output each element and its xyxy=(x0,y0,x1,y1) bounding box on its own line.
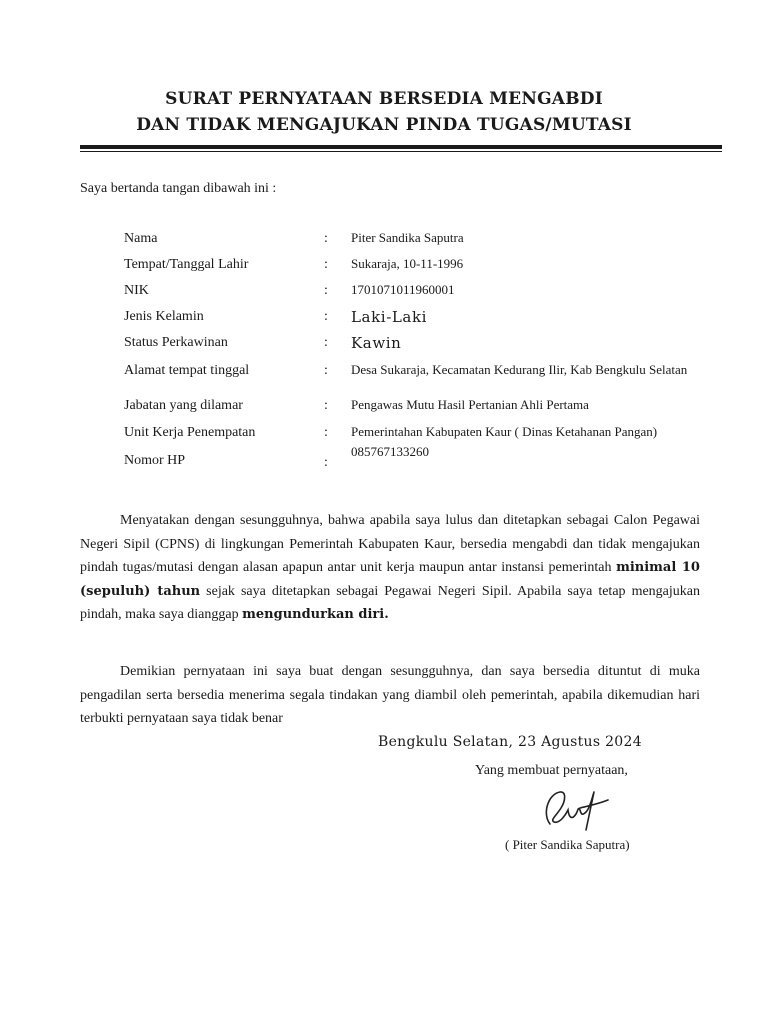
intro-text: Saya bertanda tangan dibawah ini : xyxy=(80,181,277,196)
field-label: Jenis Kelamin xyxy=(124,309,204,324)
field-label: Jabatan yang dilamar xyxy=(124,398,243,413)
field-value: Laki-Laki xyxy=(351,308,428,326)
document-title-line-2: DAN TIDAK MENGAJUKAN PINDA TUGAS/MUTASI xyxy=(136,115,632,135)
field-value: Pengawas Mutu Hasil Pertanian Ahli Pertama xyxy=(351,397,589,412)
signer-name: ( Piter Sandika Saputra) xyxy=(505,837,630,852)
field-value: 085767133260 xyxy=(351,444,429,459)
field-colon: : xyxy=(324,335,328,350)
place-date: Bengkulu Selatan, 23 Agustus 2024 xyxy=(378,734,642,750)
maker-label: Yang membuat pernyataan, xyxy=(475,763,628,778)
field-label: Unit Kerja Penempatan xyxy=(124,425,256,440)
field-value: Sukaraja, 10-11-1996 xyxy=(351,256,464,271)
field-colon: : xyxy=(324,398,328,413)
field-value: Kawin xyxy=(351,334,402,352)
field-colon: : xyxy=(324,231,328,246)
field-colon: : xyxy=(324,283,328,298)
title-underline-thin xyxy=(80,151,722,152)
field-colon: : xyxy=(324,309,328,324)
field-colon: : xyxy=(324,425,328,440)
statement-text-1: Menyatakan dengan sesungguhnya, bahwa apabila saya lulus dan ditetapkan sebagai Calon Pegawai Negeri Sipil (CPNS) di lingkungan Pemerintah Kabupaten Kaur, bersedia mengabdi dan tidak mengajukan pindah tugas/mutasi dengan alasan apapun antar unit kerja maupun antar instansi pemerintah xyxy=(80,513,700,575)
field-value: Pemerintahan Kabupaten Kaur ( Dinas Ketahanan Pangan) xyxy=(351,424,658,439)
field-label: Nomor HP xyxy=(124,453,186,468)
field-colon: : xyxy=(324,455,328,470)
field-label: NIK xyxy=(124,283,149,298)
field-label: Status Perkawinan xyxy=(124,335,228,350)
field-colon: : xyxy=(324,257,328,272)
statement-paragraph xyxy=(80,509,700,627)
field-colon: : xyxy=(324,363,328,378)
field-value: Desa Sukaraja, Kecamatan Kedurang Ilir, Kab Bengkulu Selatan xyxy=(351,362,688,377)
closing-paragraph xyxy=(80,660,700,731)
field-value: 1701071011960001 xyxy=(351,282,455,297)
field-value: Piter Sandika Saputra xyxy=(351,230,464,245)
document-title-line-1: SURAT PERNYATAAN BERSEDIA MENGABDI xyxy=(165,89,603,109)
field-label: Tempat/Tanggal Lahir xyxy=(124,257,249,272)
field-label: Nama xyxy=(124,231,158,246)
field-label: Alamat tempat tinggal xyxy=(124,363,250,378)
signature-image xyxy=(536,784,616,834)
title-underline-thick xyxy=(80,145,722,149)
statement-text-2: sejak saya ditetapkan sebagai Pegawai Negeri Sipil. Apabila saya tetap mengajukan pindah, maka saya dianggap xyxy=(80,583,700,622)
closing-text: Demikian pernyataan ini saya buat dengan sesungguhnya, dan saya bersedia dituntut di muka pengadilan serta bersedia menerima segala tindakan yang diambil oleh pemerintah, apabila dikemudian hari terbukti pernyataan saya tidak benar xyxy=(80,664,700,726)
statement-emphasis-resign: mengundurkan diri. xyxy=(242,607,389,622)
statement-emphasis-duration: minimal 10 (sepuluh) tahun xyxy=(80,560,700,599)
